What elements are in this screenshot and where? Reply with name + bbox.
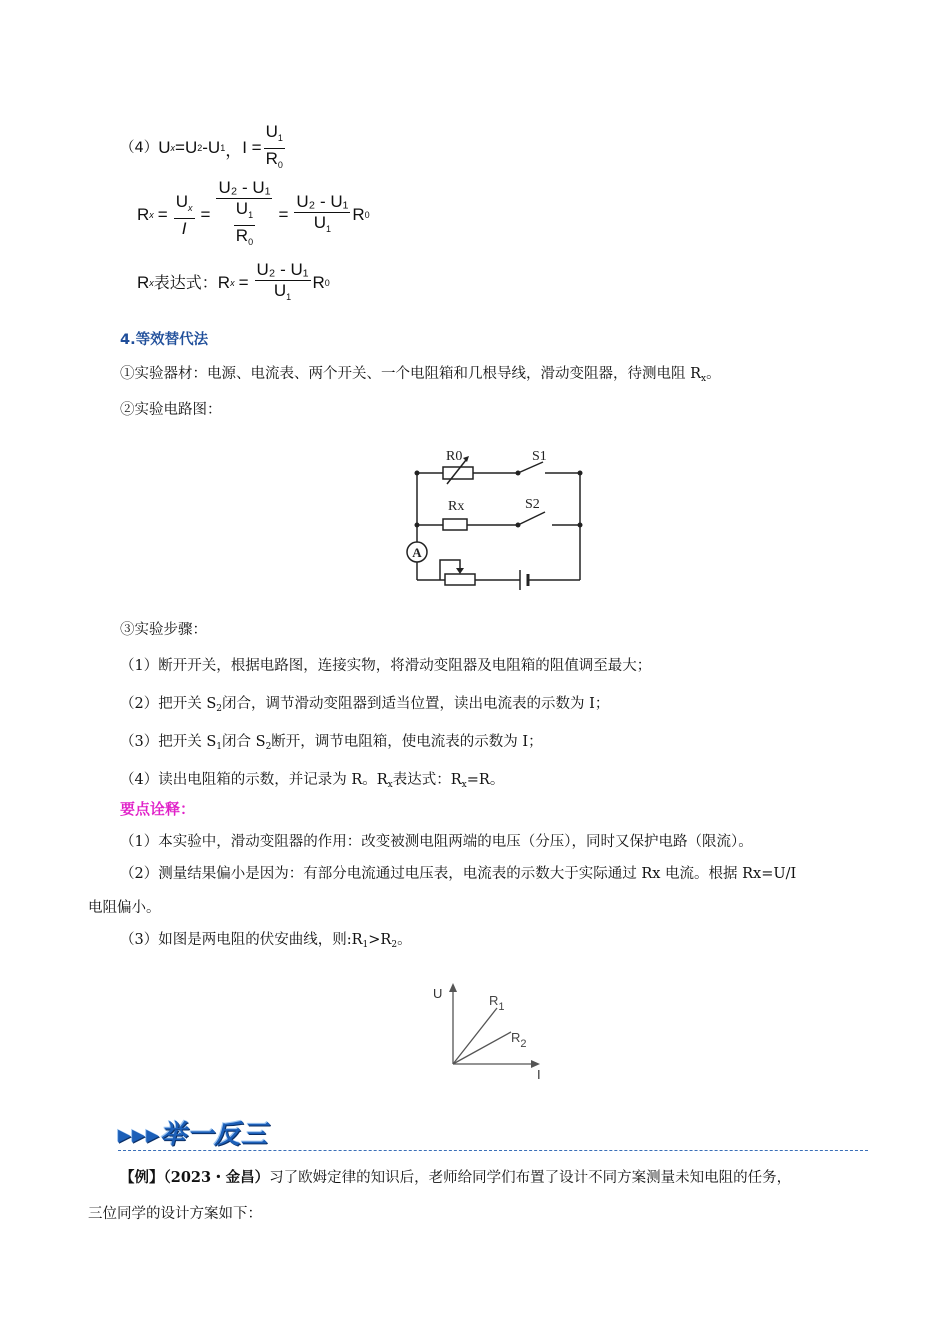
fraction-result xyxy=(255,260,311,307)
step-2 xyxy=(120,694,609,719)
step3-sub1: 1 xyxy=(216,742,223,752)
rheostat-box xyxy=(445,574,475,585)
minus-sign: - xyxy=(202,138,208,157)
r1-line xyxy=(453,1008,497,1064)
result-den: U xyxy=(273,280,287,300)
fraction-compound xyxy=(216,178,272,252)
rx-symbol: R xyxy=(137,205,150,224)
f2-den-den: R xyxy=(235,226,249,245)
example-line-1 xyxy=(120,1168,791,1188)
step3-b: 闭合 S xyxy=(222,734,266,750)
ui-graph xyxy=(425,978,555,1083)
note-2-line-1: （2）测量结果偏小是因为：有部分电流通过电压表，电流表的示数大于实际通过 Rx 电流。根据 Rx=U/I xyxy=(120,866,797,882)
f3-den-sub: 1 xyxy=(326,223,332,234)
note-2-line-2: 电阻偏小。 xyxy=(88,900,161,916)
r2-label xyxy=(511,1030,527,1050)
r0-resistor-box xyxy=(443,467,473,479)
example-source: （2023・金昌） xyxy=(163,1169,270,1186)
i-axis-label: I xyxy=(537,1067,541,1082)
step3-c: 断开，调节电阻箱，使电流表的示数为 I； xyxy=(271,734,543,750)
rx-sub: x xyxy=(149,210,154,220)
circuit-diagram xyxy=(400,440,590,590)
example-tag: 【例】 xyxy=(120,1169,164,1186)
frac-num: U xyxy=(265,121,278,141)
u2-symbol: U xyxy=(184,138,198,157)
step-1: （1）断开开关，根据电路图，连接实物，将滑动变阻器及电阻箱的阻值调至最大； xyxy=(120,658,652,674)
step4-c: =R。 xyxy=(466,772,505,788)
eq-sign: = xyxy=(157,205,168,224)
item-circuit-label: ②实验电路图： xyxy=(120,402,222,418)
item-steps-label: ③实验步骤： xyxy=(120,622,207,638)
rx-symbol-2: R xyxy=(217,273,231,292)
r1-label xyxy=(489,993,505,1013)
eq-sign-2: = xyxy=(200,205,211,224)
rx-sub: x xyxy=(149,278,154,288)
equipment-end: 。 xyxy=(706,366,721,382)
r1-sub: 1 xyxy=(498,1001,505,1013)
f1-num: U xyxy=(175,191,188,211)
r1-letter: R xyxy=(489,993,499,1008)
step4-a: （4）读出电阻箱的示数，并记录为 R。R xyxy=(120,772,388,788)
r2-line xyxy=(453,1032,511,1064)
section-heading: 4.等效替代法 xyxy=(120,332,209,348)
step2-b: 闭合，调节滑动变阻器到适当位置，读出电流表的示数为 I； xyxy=(222,696,610,712)
i-fraction xyxy=(264,122,285,175)
note-3 xyxy=(120,930,412,955)
result-den-sub: 1 xyxy=(286,291,292,302)
r2-letter: R xyxy=(511,1030,521,1045)
banner-divider xyxy=(118,1150,868,1151)
step4-sub2: x xyxy=(461,780,467,790)
step-3 xyxy=(120,732,543,757)
equipment-sub: x xyxy=(701,374,707,384)
result-num: U₂ - U₁ xyxy=(256,259,309,279)
step2-sub: 2 xyxy=(216,704,223,714)
u-axis-label: U xyxy=(433,986,443,1001)
practice-banner: ▸▸▸举一反三 xyxy=(118,1120,269,1150)
r2-sub: 2 xyxy=(520,1038,527,1050)
u2-sub: 2 xyxy=(197,143,203,153)
item-equipment xyxy=(120,364,721,389)
eq-sign: = xyxy=(238,273,249,292)
r0-sub: 0 xyxy=(364,210,370,220)
note3-sub1: 1 xyxy=(362,940,369,950)
step-4 xyxy=(120,770,504,795)
f2-den-den-sub: 0 xyxy=(248,237,254,247)
step2-a: （2）把开关 S xyxy=(120,696,217,712)
f3-den: U xyxy=(313,212,326,232)
note-1: （1）本实验中，滑动变阻器的作用：改变被测电阻两端的电压（分压），同时又保护电路（限流）。 xyxy=(120,834,753,850)
formula-step-label: （4） xyxy=(120,140,159,156)
example-text-1: 习了欧姆定律的知识后，老师给同学们布置了设计不同方案测量未知电阻的任务， xyxy=(269,1170,792,1186)
note3-a: （3）如图是两电阻的伏安曲线，则:R xyxy=(120,932,363,948)
step4-b: 表达式：R xyxy=(392,772,462,788)
example-line-2: 三位同学的设计方案如下： xyxy=(88,1206,262,1222)
f3-num: U₂ - U₁ xyxy=(296,191,349,211)
u1-symbol: U xyxy=(207,138,221,157)
s1-label: S1 xyxy=(532,449,547,464)
frac-den-sub: 0 xyxy=(277,159,283,170)
equipment-text: ①实验器材：电源、电流表、两个开关、一个电阻箱和几根导线，滑动变阻器，待测电阻 R xyxy=(120,366,702,382)
formula-line-2 xyxy=(137,176,370,254)
r0-label: R0 xyxy=(446,449,463,464)
r0-symbol: R xyxy=(352,205,365,224)
notes-heading: 要点诠释： xyxy=(120,800,196,818)
r0-sub: 0 xyxy=(324,278,330,288)
f2-num: U₂ - U₁ xyxy=(218,178,271,197)
fraction-simplified xyxy=(294,192,350,239)
note3-b: >R xyxy=(368,932,392,948)
ammeter-label: A xyxy=(412,545,422,560)
rx-label: Rx xyxy=(448,499,465,514)
step4-sub1: x xyxy=(387,780,393,790)
f1-den: I xyxy=(181,218,187,238)
ux-sub: x xyxy=(170,143,176,153)
i-equals: I = xyxy=(242,138,262,157)
frac-num-sub: 1 xyxy=(277,132,283,143)
eq-sign-3: = xyxy=(278,205,289,224)
u1-sub: 1 xyxy=(220,143,226,153)
f2-den-num-sub: 1 xyxy=(248,210,254,220)
note3-sub2: 2 xyxy=(391,940,398,950)
r0-symbol: R xyxy=(312,273,325,292)
eq-sign: = xyxy=(175,138,185,157)
rx-sub-2: x xyxy=(230,278,235,288)
comma: ， xyxy=(225,140,243,160)
formula-line-1 xyxy=(120,122,287,174)
step3-a: （3）把开关 S xyxy=(120,734,217,750)
formula-line-3 xyxy=(137,258,330,308)
s2-label: S2 xyxy=(525,497,540,512)
expression-label: 表达式： xyxy=(153,273,218,292)
step3-sub2: 2 xyxy=(265,742,272,752)
fraction-ux-over-i xyxy=(174,192,195,239)
note3-c: 。 xyxy=(397,932,412,948)
f1-num-sub: x xyxy=(188,202,193,213)
ux-symbol: U xyxy=(158,138,171,157)
rx-symbol: R xyxy=(137,273,150,292)
f2-den-num: U xyxy=(235,199,249,218)
frac-den: R xyxy=(265,148,278,168)
rx-resistor-box xyxy=(443,519,467,530)
